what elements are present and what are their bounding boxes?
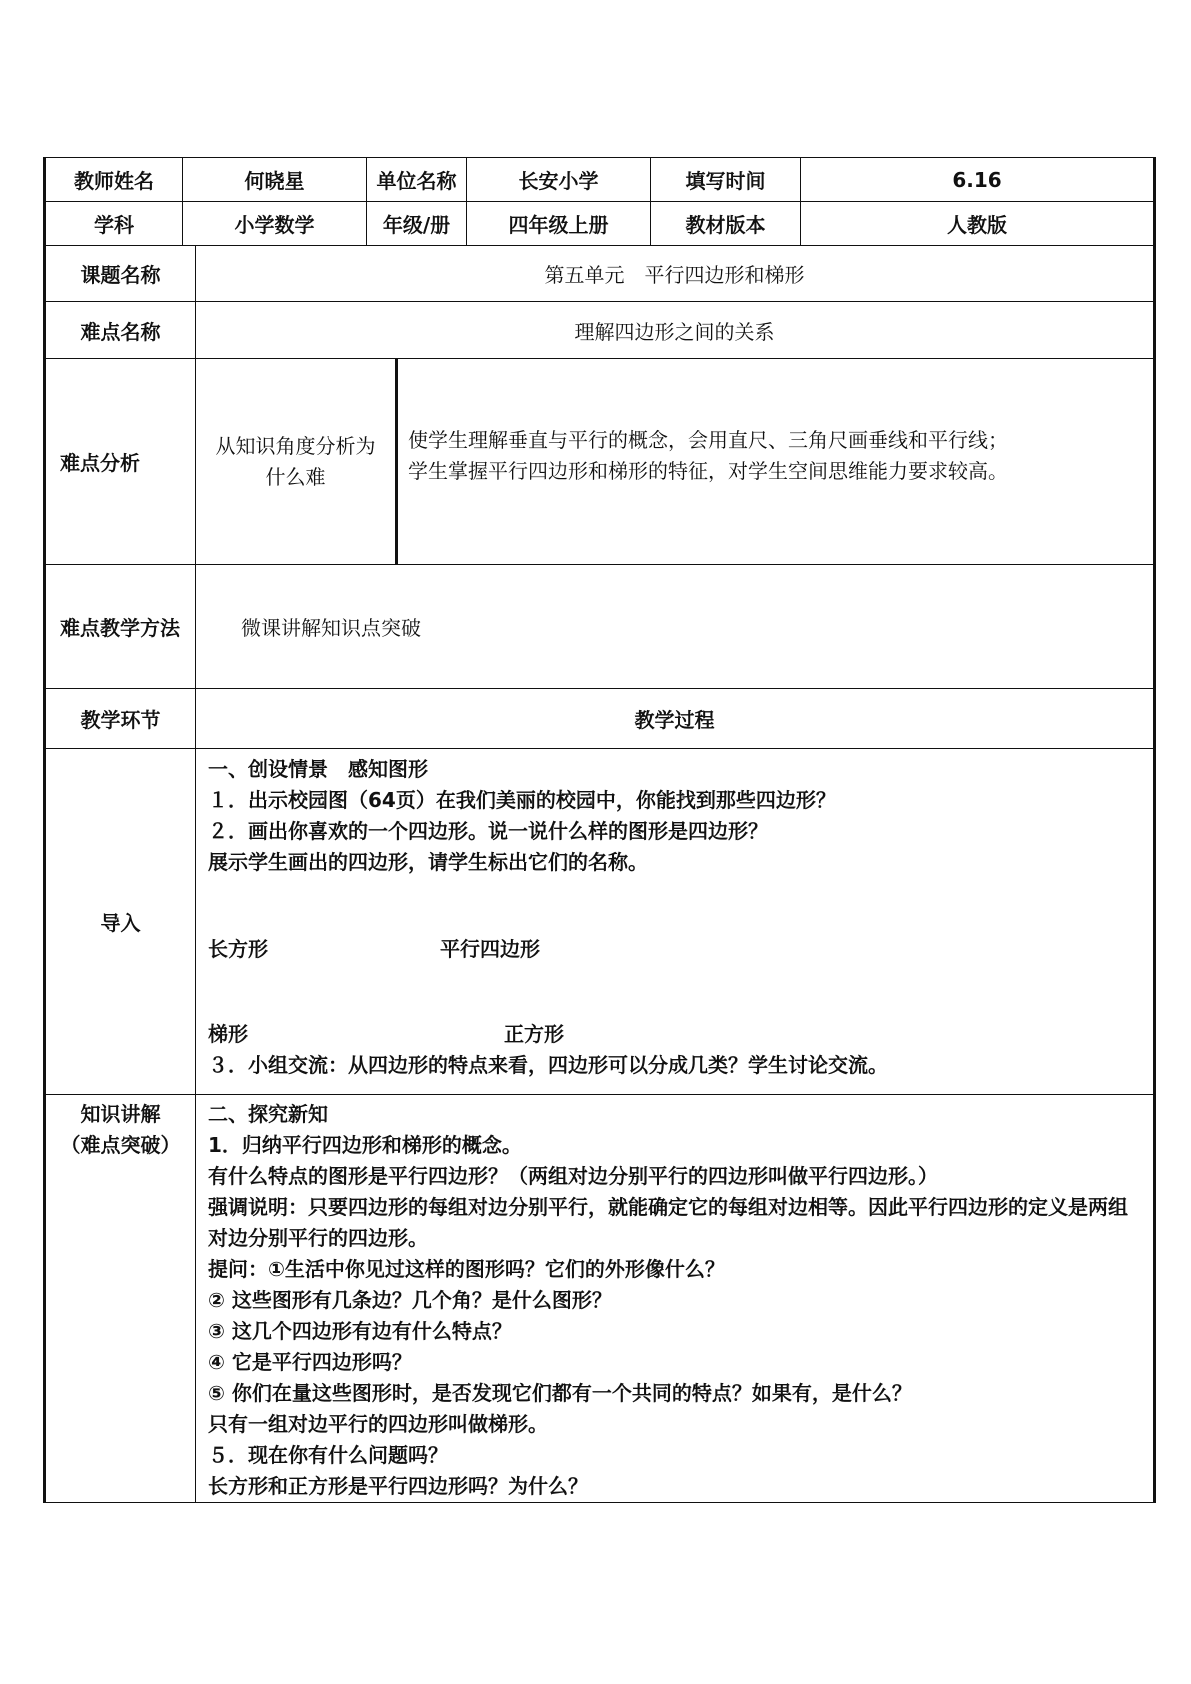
knowledge-line-4: 强调说明：只要四边形的每组对边分别平行，就能确定它的每组对边相等。因此平行四边形的定义是两组对边分别平行的四边形。 (208, 1195, 1128, 1250)
knowledge-line-10: 只有一组对边平行的四边形叫做梯形。 (208, 1412, 548, 1436)
subject-label: 学科 (45, 202, 183, 246)
knowledge-line-3: 有什么特点的图形是平行四边形？（两组对边分别平行的四边形叫做平行四边形。） (208, 1164, 938, 1188)
knowledge-label-line-1: 知识讲解 (80, 1102, 161, 1126)
subject: 小学数学 (183, 202, 367, 246)
knowledge-line-5: 提问：①生活中你见过这样的图形吗？它们的外形像什么？ (208, 1257, 725, 1281)
intro-gap-2 (208, 965, 1143, 1019)
shape-parallelogram: 平行四边形 (440, 937, 540, 961)
teacher-name: 何晓星 (183, 158, 367, 202)
textbook: 人教版 (801, 202, 1155, 246)
knowledge-label (45, 1095, 196, 1503)
fill-time: 6.16 (801, 158, 1155, 202)
analysis-line-2: 学生掌握平行四边形和梯形的特征，对学生空间思维能力要求较高。 (408, 458, 1008, 483)
shape-row-2 (208, 1019, 1143, 1050)
difficulty-label: 难点名称 (45, 302, 196, 359)
intro-line-4: 展示学生画出的四边形，请学生标出它们的名称。 (208, 850, 648, 874)
knowledge-line-12: 长方形和正方形是平行四边形吗？为什么？ (208, 1474, 588, 1498)
process-header-row (45, 689, 1155, 749)
knowledge-line-9: ⑤ 你们在量这些图形时，是否发现它们都有一个共同的特点？如果有，是什么？ (208, 1381, 912, 1405)
shape-row-1 (208, 934, 1143, 965)
topic-value: 第五单元 平行四边形和梯形 (196, 246, 1155, 302)
header-row-2 (45, 202, 1155, 246)
knowledge-line-1: 二、探究新知 (208, 1102, 328, 1126)
textbook-label: 教材版本 (651, 202, 801, 246)
intro-content (196, 749, 1155, 1095)
analysis-content (397, 359, 1155, 565)
teacher-name-label: 教师姓名 (45, 158, 183, 202)
intro-line-5: ３．小组交流：从四边形的特点来看，四边形可以分成几类？学生讨论交流。 (208, 1053, 888, 1077)
analysis-row (45, 359, 1155, 565)
intro-line-2: １．出示校园图（64页）在我们美丽的校园中，你能找到那些四边形？ (208, 788, 836, 812)
header-row-1 (45, 158, 1155, 202)
intro-gap-1 (208, 878, 1143, 934)
fill-time-label: 填写时间 (651, 158, 801, 202)
unit-name-label: 单位名称 (367, 158, 467, 202)
difficulty-row (45, 302, 1155, 359)
stage-label: 教学环节 (45, 689, 196, 749)
difficulty-value: 理解四边形之间的关系 (196, 302, 1155, 359)
knowledge-line-8: ④ 它是平行四边形吗？ (208, 1350, 412, 1374)
knowledge-line-7: ③ 这几个四边形有边有什么特点？ (208, 1319, 512, 1343)
topic-label: 课题名称 (45, 246, 196, 302)
topic-row (45, 246, 1155, 302)
intro-label: 导入 (45, 749, 196, 1095)
method-value: 微课讲解知识点突破 (196, 565, 1155, 689)
shape-square: 正方形 (504, 1022, 564, 1046)
shape-rectangle: 长方形 (208, 937, 268, 961)
analysis-angle: 从知识角度分析为什么难 (196, 359, 397, 565)
header-table (43, 157, 1156, 246)
intro-line-3: ２．画出你喜欢的一个四边形。说一说什么样的图形是四边形？ (208, 819, 768, 843)
knowledge-line-2: 1．归纳平行四边形和梯形的概念。 (208, 1133, 522, 1157)
method-label: 难点教学方法 (45, 565, 196, 689)
grade: 四年级上册 (467, 202, 651, 246)
unit-name: 长安小学 (467, 158, 651, 202)
grade-label: 年级/册 (367, 202, 467, 246)
main-table (43, 245, 1156, 1503)
intro-line-1: 一、创设情景 感知图形 (208, 757, 428, 781)
knowledge-line-6: ② 这些图形有几条边？几个角？是什么图形？ (208, 1288, 612, 1312)
analysis-line-1: 使学生理解垂直与平行的概念，会用直尺、三角尺画垂线和平行线； (408, 427, 1008, 452)
knowledge-content (196, 1095, 1155, 1503)
process-label: 教学过程 (196, 689, 1155, 749)
knowledge-line-11: ５．现在你有什么问题吗？ (208, 1443, 448, 1467)
intro-row (45, 749, 1155, 1095)
knowledge-label-line-2: （难点突破） (60, 1133, 181, 1157)
method-row (45, 565, 1155, 689)
shape-trapezoid: 梯形 (208, 1022, 248, 1046)
analysis-label: 难点分析 (45, 359, 196, 565)
knowledge-row (45, 1095, 1155, 1503)
